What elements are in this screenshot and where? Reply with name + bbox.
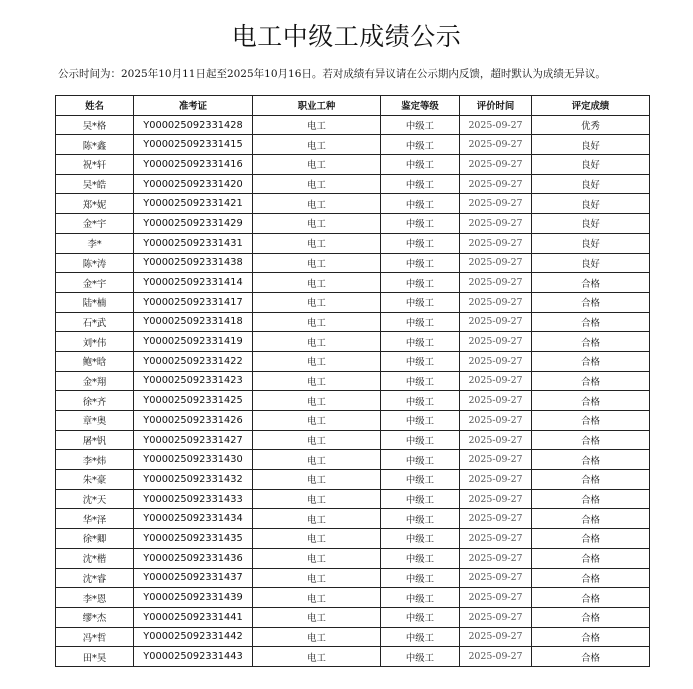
- cell-occupation: 电工: [253, 233, 381, 253]
- cell-eval-date: 2025-09-27: [460, 351, 532, 371]
- cell-occupation: 电工: [253, 371, 381, 391]
- cell-result: 合格: [532, 292, 650, 312]
- cell-level: 中级工: [381, 155, 460, 175]
- table-row: [56, 253, 650, 273]
- cell-result: 优秀: [532, 115, 650, 135]
- cell-name: 鲍*晗: [56, 351, 134, 371]
- table-row: [56, 135, 650, 155]
- cell-exam-id: Y000025092331438: [134, 253, 253, 273]
- cell-level: 中级工: [381, 253, 460, 273]
- cell-level: 中级工: [381, 529, 460, 549]
- table-row: [56, 548, 650, 568]
- cell-exam-id: Y000025092331441: [134, 607, 253, 627]
- cell-occupation: 电工: [253, 411, 381, 431]
- cell-occupation: 电工: [253, 332, 381, 352]
- cell-name: 陈*涛: [56, 253, 134, 273]
- cell-exam-id: Y000025092331425: [134, 391, 253, 411]
- table-row: [56, 411, 650, 431]
- header-result: 评定成绩: [532, 96, 650, 116]
- cell-name: 田*昊: [56, 647, 134, 667]
- cell-occupation: 电工: [253, 430, 381, 450]
- cell-eval-date: 2025-09-27: [460, 568, 532, 588]
- cell-exam-id: Y000025092331420: [134, 174, 253, 194]
- cell-eval-date: 2025-09-27: [460, 312, 532, 332]
- cell-occupation: 电工: [253, 509, 381, 529]
- cell-eval-date: 2025-09-27: [460, 411, 532, 431]
- cell-eval-date: 2025-09-27: [460, 371, 532, 391]
- cell-level: 中级工: [381, 489, 460, 509]
- cell-occupation: 电工: [253, 489, 381, 509]
- header-occupation: 职业工种: [253, 96, 381, 116]
- cell-level: 中级工: [381, 647, 460, 667]
- cell-eval-date: 2025-09-27: [460, 548, 532, 568]
- cell-exam-id: Y000025092331414: [134, 273, 253, 293]
- cell-eval-date: 2025-09-27: [460, 509, 532, 529]
- cell-eval-date: 2025-09-27: [460, 647, 532, 667]
- cell-level: 中级工: [381, 351, 460, 371]
- cell-result: 合格: [532, 371, 650, 391]
- cell-name: 陆*楠: [56, 292, 134, 312]
- cell-level: 中级工: [381, 233, 460, 253]
- cell-name: 李*: [56, 233, 134, 253]
- cell-level: 中级工: [381, 115, 460, 135]
- cell-name: 沈*天: [56, 489, 134, 509]
- cell-name: 刘*伟: [56, 332, 134, 352]
- cell-exam-id: Y000025092331428: [134, 115, 253, 135]
- table-row: [56, 115, 650, 135]
- cell-eval-date: 2025-09-27: [460, 194, 532, 214]
- cell-name: 徐*卿: [56, 529, 134, 549]
- cell-exam-id: Y000025092331416: [134, 155, 253, 175]
- cell-result: 合格: [532, 529, 650, 549]
- cell-exam-id: Y000025092331418: [134, 312, 253, 332]
- cell-level: 中级工: [381, 450, 460, 470]
- cell-level: 中级工: [381, 607, 460, 627]
- header-exam-id: 准考证: [134, 96, 253, 116]
- cell-exam-id: Y000025092331430: [134, 450, 253, 470]
- table-row: [56, 312, 650, 332]
- header-name: 姓名: [56, 96, 134, 116]
- table-row: [56, 214, 650, 234]
- cell-eval-date: 2025-09-27: [460, 607, 532, 627]
- grades-table: [55, 95, 650, 667]
- cell-level: 中级工: [381, 391, 460, 411]
- cell-result: 良好: [532, 233, 650, 253]
- table-row: [56, 529, 650, 549]
- cell-occupation: 电工: [253, 312, 381, 332]
- header-eval-date: 评价时间: [460, 96, 532, 116]
- cell-name: 沈*睿: [56, 568, 134, 588]
- cell-level: 中级工: [381, 174, 460, 194]
- cell-occupation: 电工: [253, 273, 381, 293]
- cell-exam-id: Y000025092331442: [134, 627, 253, 647]
- cell-result: 合格: [532, 627, 650, 647]
- cell-occupation: 电工: [253, 607, 381, 627]
- cell-name: 李*炜: [56, 450, 134, 470]
- cell-eval-date: 2025-09-27: [460, 627, 532, 647]
- cell-name: 金*宇: [56, 214, 134, 234]
- cell-level: 中级工: [381, 371, 460, 391]
- cell-level: 中级工: [381, 292, 460, 312]
- cell-result: 合格: [532, 509, 650, 529]
- table-row: [56, 371, 650, 391]
- cell-result: 合格: [532, 470, 650, 490]
- cell-result: 合格: [532, 351, 650, 371]
- cell-eval-date: 2025-09-27: [460, 588, 532, 608]
- cell-result: 合格: [532, 430, 650, 450]
- cell-result: 良好: [532, 253, 650, 273]
- cell-level: 中级工: [381, 332, 460, 352]
- cell-level: 中级工: [381, 214, 460, 234]
- cell-eval-date: 2025-09-27: [460, 430, 532, 450]
- cell-exam-id: Y000025092331433: [134, 489, 253, 509]
- cell-exam-id: Y000025092331437: [134, 568, 253, 588]
- table-row: [56, 292, 650, 312]
- table-row: [56, 647, 650, 667]
- cell-result: 合格: [532, 411, 650, 431]
- cell-eval-date: 2025-09-27: [460, 214, 532, 234]
- cell-exam-id: Y000025092331434: [134, 509, 253, 529]
- cell-result: 合格: [532, 607, 650, 627]
- cell-exam-id: Y000025092331421: [134, 194, 253, 214]
- cell-level: 中级工: [381, 273, 460, 293]
- cell-eval-date: 2025-09-27: [460, 529, 532, 549]
- cell-level: 中级工: [381, 135, 460, 155]
- cell-exam-id: Y000025092331439: [134, 588, 253, 608]
- cell-eval-date: 2025-09-27: [460, 174, 532, 194]
- cell-occupation: 电工: [253, 115, 381, 135]
- table-row: [56, 607, 650, 627]
- cell-name: 冯*哲: [56, 627, 134, 647]
- cell-name: 祝*轩: [56, 155, 134, 175]
- cell-name: 李*恩: [56, 588, 134, 608]
- cell-result: 合格: [532, 588, 650, 608]
- cell-name: 吴*格: [56, 115, 134, 135]
- cell-eval-date: 2025-09-27: [460, 292, 532, 312]
- cell-result: 合格: [532, 312, 650, 332]
- cell-name: 郑*妮: [56, 194, 134, 214]
- cell-exam-id: Y000025092331435: [134, 529, 253, 549]
- cell-result: 合格: [532, 489, 650, 509]
- cell-eval-date: 2025-09-27: [460, 155, 532, 175]
- table-header-row: [56, 96, 650, 116]
- cell-level: 中级工: [381, 312, 460, 332]
- cell-occupation: 电工: [253, 647, 381, 667]
- table-row: [56, 430, 650, 450]
- cell-name: 石*武: [56, 312, 134, 332]
- cell-name: 金*翔: [56, 371, 134, 391]
- cell-occupation: 电工: [253, 253, 381, 273]
- cell-occupation: 电工: [253, 529, 381, 549]
- cell-occupation: 电工: [253, 627, 381, 647]
- table-row: [56, 627, 650, 647]
- cell-result: 合格: [532, 568, 650, 588]
- table-row: [56, 509, 650, 529]
- cell-level: 中级工: [381, 470, 460, 490]
- cell-eval-date: 2025-09-27: [460, 470, 532, 490]
- cell-level: 中级工: [381, 588, 460, 608]
- table-row: [56, 174, 650, 194]
- cell-occupation: 电工: [253, 548, 381, 568]
- cell-exam-id: Y000025092331422: [134, 351, 253, 371]
- cell-level: 中级工: [381, 430, 460, 450]
- table-row: [56, 450, 650, 470]
- cell-exam-id: Y000025092331429: [134, 214, 253, 234]
- cell-occupation: 电工: [253, 568, 381, 588]
- cell-name: 朱*豪: [56, 470, 134, 490]
- cell-name: 吴*皓: [56, 174, 134, 194]
- cell-name: 华*泽: [56, 509, 134, 529]
- table-row: [56, 568, 650, 588]
- table-row: [56, 351, 650, 371]
- cell-name: 沈*楷: [56, 548, 134, 568]
- cell-eval-date: 2025-09-27: [460, 115, 532, 135]
- table-row: [56, 155, 650, 175]
- cell-occupation: 电工: [253, 450, 381, 470]
- cell-exam-id: Y000025092331426: [134, 411, 253, 431]
- cell-result: 合格: [532, 647, 650, 667]
- cell-eval-date: 2025-09-27: [460, 273, 532, 293]
- table-row: [56, 273, 650, 293]
- table-row: [56, 233, 650, 253]
- cell-exam-id: Y000025092331432: [134, 470, 253, 490]
- cell-exam-id: Y000025092331415: [134, 135, 253, 155]
- cell-eval-date: 2025-09-27: [460, 332, 532, 352]
- cell-level: 中级工: [381, 194, 460, 214]
- cell-name: 金*宇: [56, 273, 134, 293]
- cell-result: 合格: [532, 548, 650, 568]
- cell-occupation: 电工: [253, 470, 381, 490]
- cell-level: 中级工: [381, 627, 460, 647]
- cell-name: 章*奥: [56, 411, 134, 431]
- cell-result: 合格: [532, 332, 650, 352]
- page-title: 电工中级工成绩公示: [231, 22, 462, 51]
- cell-level: 中级工: [381, 411, 460, 431]
- cell-result: 良好: [532, 155, 650, 175]
- cell-result: 合格: [532, 391, 650, 411]
- cell-exam-id: Y000025092331431: [134, 233, 253, 253]
- cell-result: 良好: [532, 194, 650, 214]
- cell-eval-date: 2025-09-27: [460, 489, 532, 509]
- cell-result: 合格: [532, 273, 650, 293]
- cell-exam-id: Y000025092331417: [134, 292, 253, 312]
- cell-exam-id: Y000025092331419: [134, 332, 253, 352]
- table-body: [56, 115, 650, 666]
- table-row: [56, 332, 650, 352]
- cell-eval-date: 2025-09-27: [460, 391, 532, 411]
- cell-occupation: 电工: [253, 194, 381, 214]
- cell-occupation: 电工: [253, 391, 381, 411]
- cell-result: 良好: [532, 214, 650, 234]
- cell-level: 中级工: [381, 568, 460, 588]
- cell-eval-date: 2025-09-27: [460, 233, 532, 253]
- cell-level: 中级工: [381, 548, 460, 568]
- table-row: [56, 470, 650, 490]
- cell-eval-date: 2025-09-27: [460, 450, 532, 470]
- cell-occupation: 电工: [253, 155, 381, 175]
- cell-name: 徐*齐: [56, 391, 134, 411]
- cell-result: 良好: [532, 135, 650, 155]
- cell-result: 良好: [532, 174, 650, 194]
- table-row: [56, 194, 650, 214]
- cell-name: 陈*鑫: [56, 135, 134, 155]
- cell-eval-date: 2025-09-27: [460, 135, 532, 155]
- cell-exam-id: Y000025092331427: [134, 430, 253, 450]
- header-level: 鉴定等级: [381, 96, 460, 116]
- cell-occupation: 电工: [253, 135, 381, 155]
- cell-occupation: 电工: [253, 351, 381, 371]
- notice-text: 公示时间为：2025年10月11日起至2025年10月16日。若对成绩有异议请在公示期内反馈，超时默认为成绩无异议。: [58, 68, 606, 80]
- cell-name: 屠*钒: [56, 430, 134, 450]
- cell-level: 中级工: [381, 509, 460, 529]
- cell-occupation: 电工: [253, 174, 381, 194]
- cell-eval-date: 2025-09-27: [460, 253, 532, 273]
- cell-result: 合格: [532, 450, 650, 470]
- table-row: [56, 391, 650, 411]
- cell-exam-id: Y000025092331423: [134, 371, 253, 391]
- cell-occupation: 电工: [253, 292, 381, 312]
- cell-occupation: 电工: [253, 214, 381, 234]
- table-row: [56, 588, 650, 608]
- cell-name: 缪*杰: [56, 607, 134, 627]
- table-row: [56, 489, 650, 509]
- cell-exam-id: Y000025092331436: [134, 548, 253, 568]
- cell-occupation: 电工: [253, 588, 381, 608]
- cell-exam-id: Y000025092331443: [134, 647, 253, 667]
